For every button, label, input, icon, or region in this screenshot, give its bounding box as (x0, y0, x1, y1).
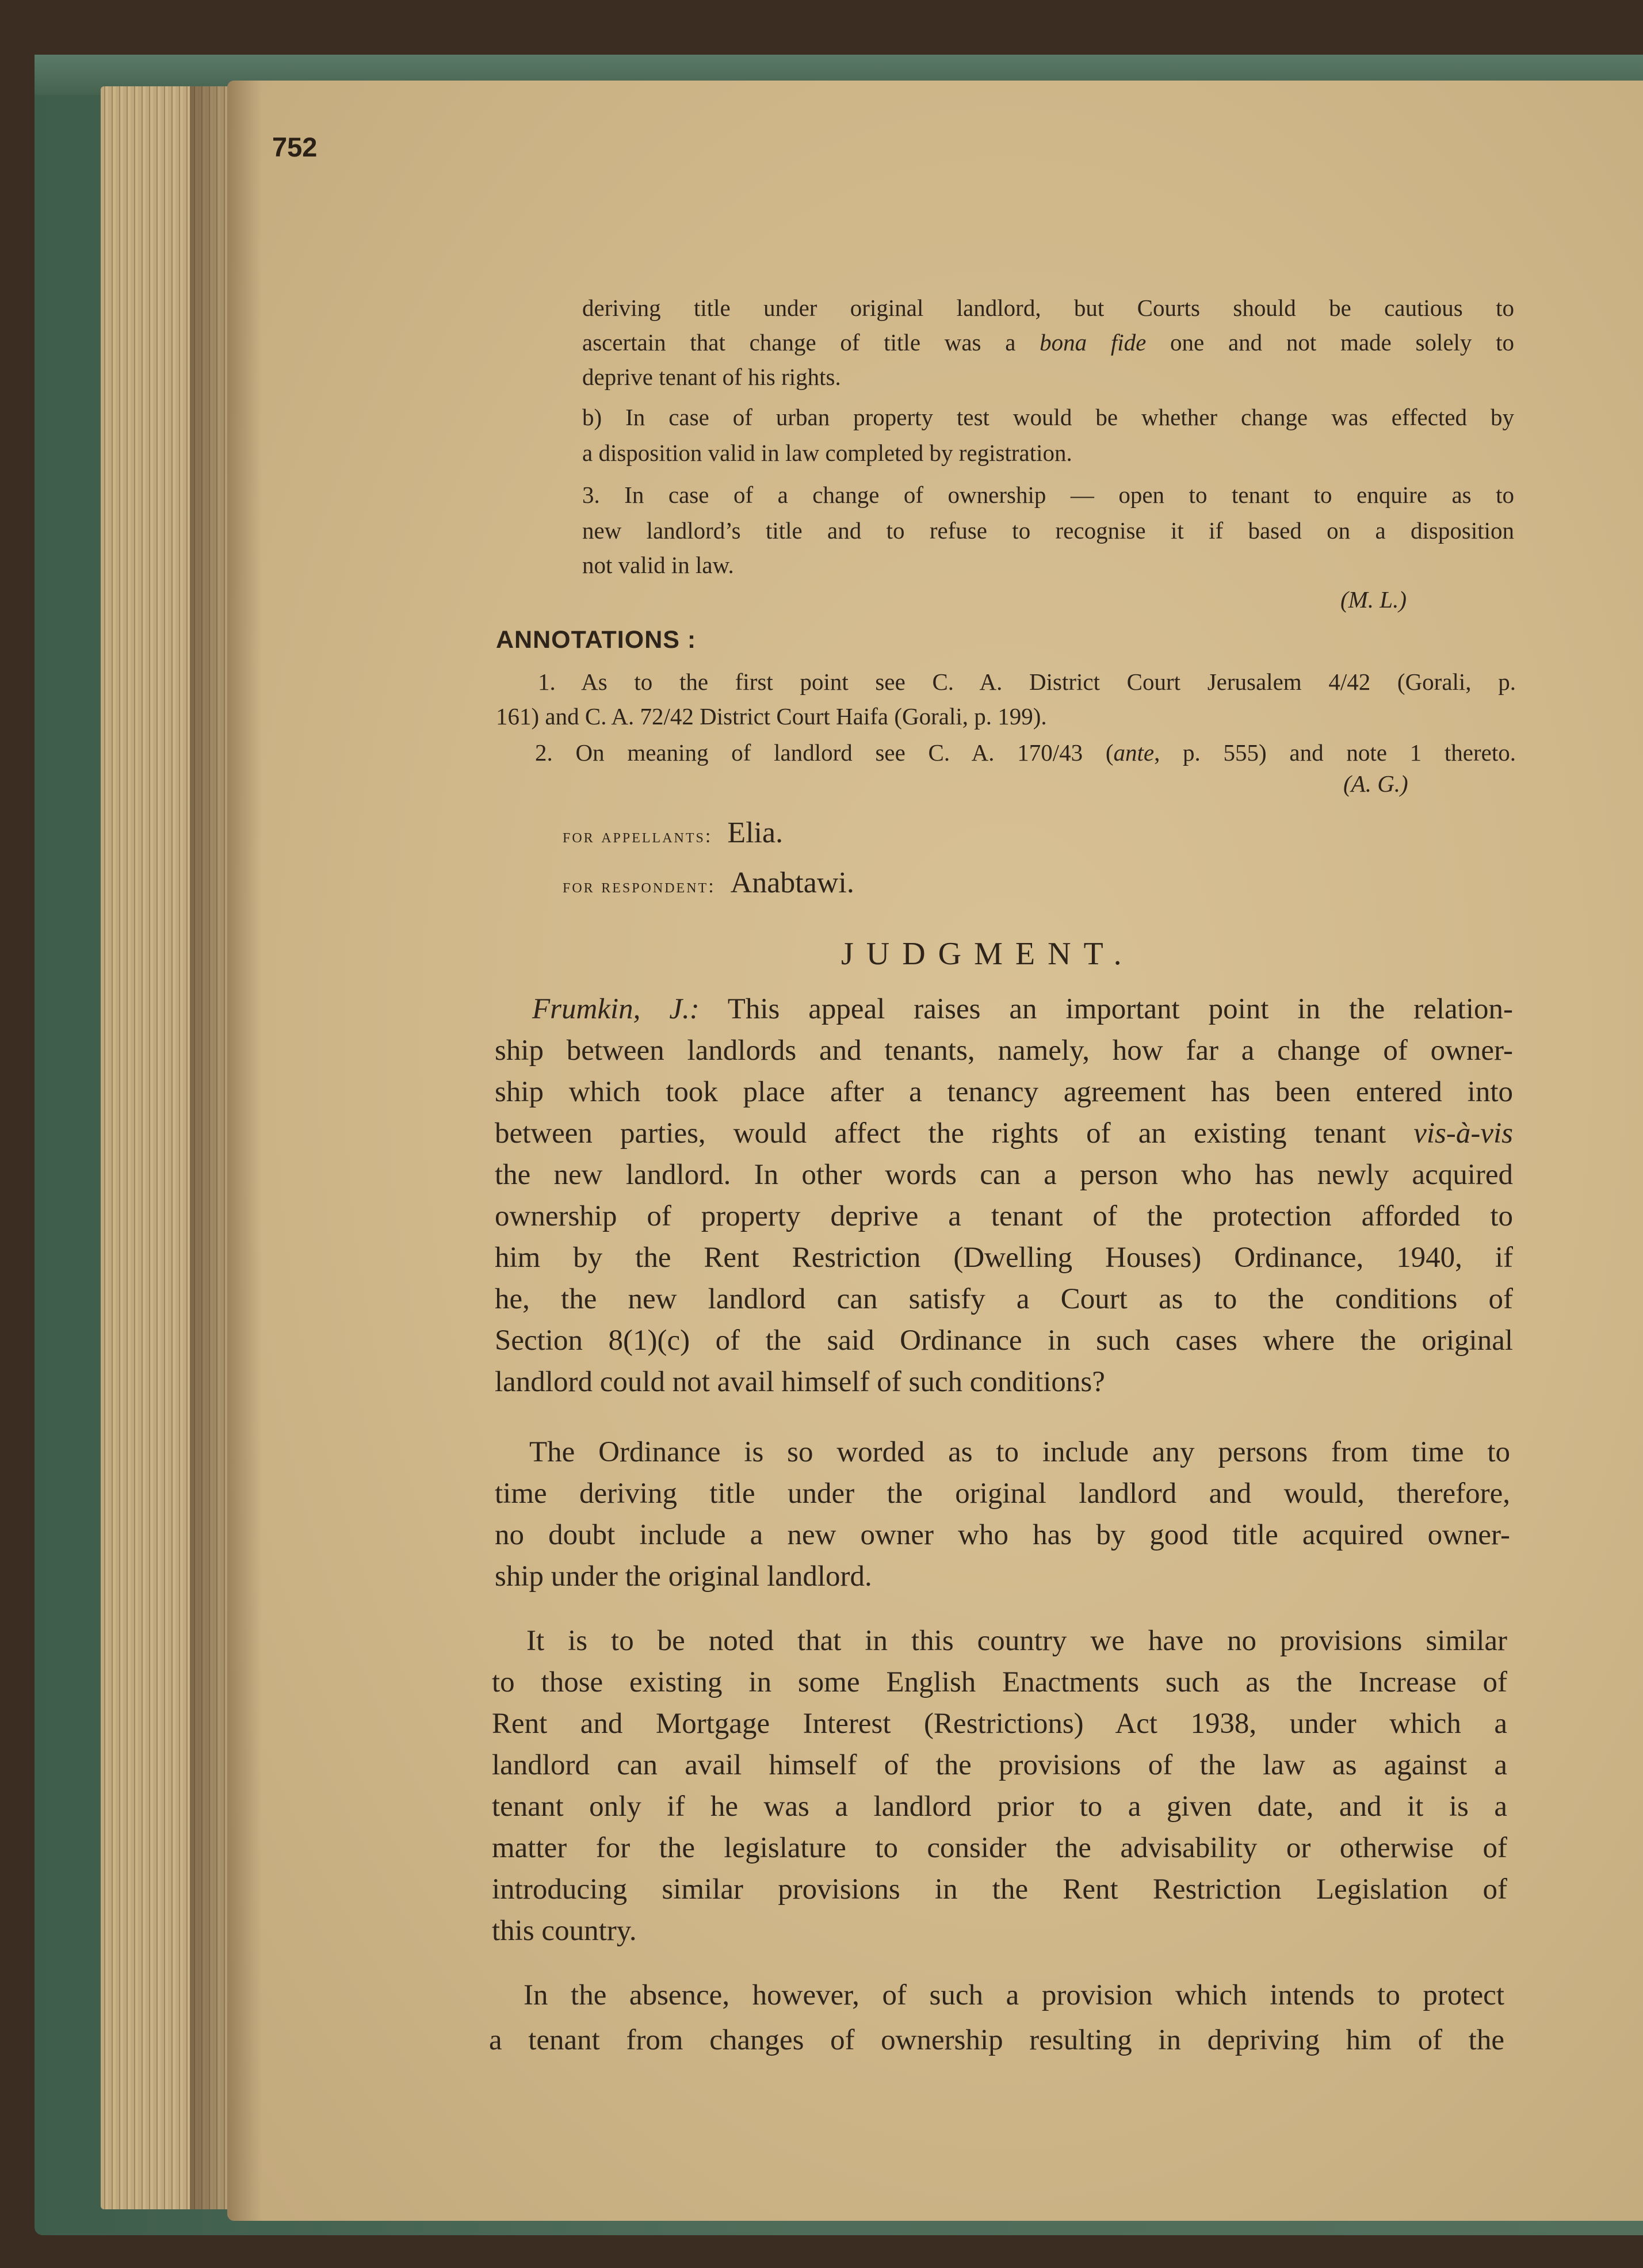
respondent-label: for respondent: (563, 876, 716, 897)
headnote-line: ascertain that change of title was a bona fide one and not made solely to (582, 329, 1515, 356)
headnote-line: 3. In case of a change of ownership — open to tenant to enquire as to (582, 482, 1514, 508)
judgment-line: The Ordinance is so worded as to include any persons from time to (529, 1436, 1510, 1468)
judgment-line: time deriving title under the original landlord and would, therefore, (495, 1477, 1510, 1510)
judgment-title: JUDGMENT. (841, 936, 1134, 972)
headnote-line: new landlord’s title and to refuse to recognise it if based on a disposition (582, 517, 1514, 544)
judgment-line: ship which took place after a tenancy agreement has been entered into (495, 1076, 1513, 1108)
judgment-line: him by the Rent Restriction (Dwelling Houses) Ordinance, 1940, if (495, 1242, 1513, 1274)
judge-name: Frumkin, J.: (532, 993, 700, 1025)
vis-a-vis: vis-à-vis (1413, 1117, 1514, 1150)
judgment-line: no doubt include a new owner who has by good title acquired owner- (495, 1519, 1510, 1551)
judgment-line: Section 8(1)(c) of the said Ordinance in such cases where the original (495, 1324, 1513, 1357)
judgment-line: tenant only if he was a landlord prior to a given date, and it is a (492, 1790, 1507, 1823)
judgment-line: to those existing in some English Enactments such as the Increase of (492, 1666, 1507, 1698)
counsel-appellants (563, 816, 783, 850)
annotation-line: 2. On meaning of landlord see C. A. 170/43 (ante, p. 555) and note 1 thereto. (535, 739, 1516, 766)
respondent-name: Anabtawi. (730, 866, 854, 899)
appellants-name: Elia. (727, 816, 784, 849)
judgment-line: between parties, would affect the rights of an existing tenant vis-à-vis (495, 1117, 1514, 1150)
headnote-line: a disposition valid in law completed by registration. (582, 440, 1072, 466)
judgment-line: this country. (492, 1915, 637, 1947)
appellants-label: for appellants: (563, 826, 713, 847)
annotation-line: 1. As to the first point see C. A. District Court Jerusalem 4/42 (Gorali, p. (538, 669, 1516, 695)
headnote-italic: bona fide (1040, 329, 1147, 356)
headnote-line: not valid in law. (582, 552, 734, 578)
headnote-signature: (M. L.) (1340, 586, 1407, 613)
judgment-line: It is to be noted that in this country we have no provisions similar (526, 1625, 1507, 1657)
judgment-line: ship between landlords and tenants, namely, how far a change of owner- (495, 1034, 1513, 1067)
judgment-line: landlord could not avail himself of such conditions? (495, 1366, 1105, 1398)
judgment-line: landlord can avail himself of the provisions of the law as against a (492, 1749, 1507, 1781)
annotation-italic: ante (1113, 739, 1155, 766)
judgment-line: ship under the original landlord. (495, 1560, 872, 1593)
headnote-line: deriving title under original landlord, but Courts should be cautious to (582, 295, 1514, 321)
counsel-respondent (563, 866, 854, 900)
annotations-signature: (A. G.) (1343, 770, 1408, 797)
headnote-line: deprive tenant of his rights. (582, 364, 841, 390)
judgment-line: he, the new landlord can satisfy a Court as to the conditions of (495, 1283, 1513, 1315)
judgment-line: In the absence, however, of such a provision which intends to protect (524, 1979, 1504, 2011)
judgment-line: a tenant from changes of ownership resulting in depriving him of the (489, 2024, 1504, 2056)
judgment-line: matter for the legislature to consider the advisability or otherwise of (492, 1832, 1507, 1864)
headnote-line: b) In case of urban property test would be whether change was effected by (582, 404, 1514, 430)
annotations-heading: ANNOTATIONS : (496, 626, 697, 654)
judgment-line: the new landlord. In other words can a person who has newly acquired (495, 1159, 1513, 1191)
judgment-line: Frumkin, J.: This appeal raises an important point in the relation- (532, 993, 1513, 1025)
judgment-line: Rent and Mortgage Interest (Restrictions) Act 1938, under which a (492, 1708, 1507, 1740)
judgment-line: introducing similar provisions in the Rent Restriction Legislation of (492, 1873, 1507, 1906)
annotation-line: 161) and C. A. 72/42 District Court Haifa (Gorali, p. 199). (496, 703, 1047, 730)
page-number: 752 (272, 132, 318, 162)
judgment-line: ownership of property deprive a tenant of the protection afforded to (495, 1200, 1513, 1232)
